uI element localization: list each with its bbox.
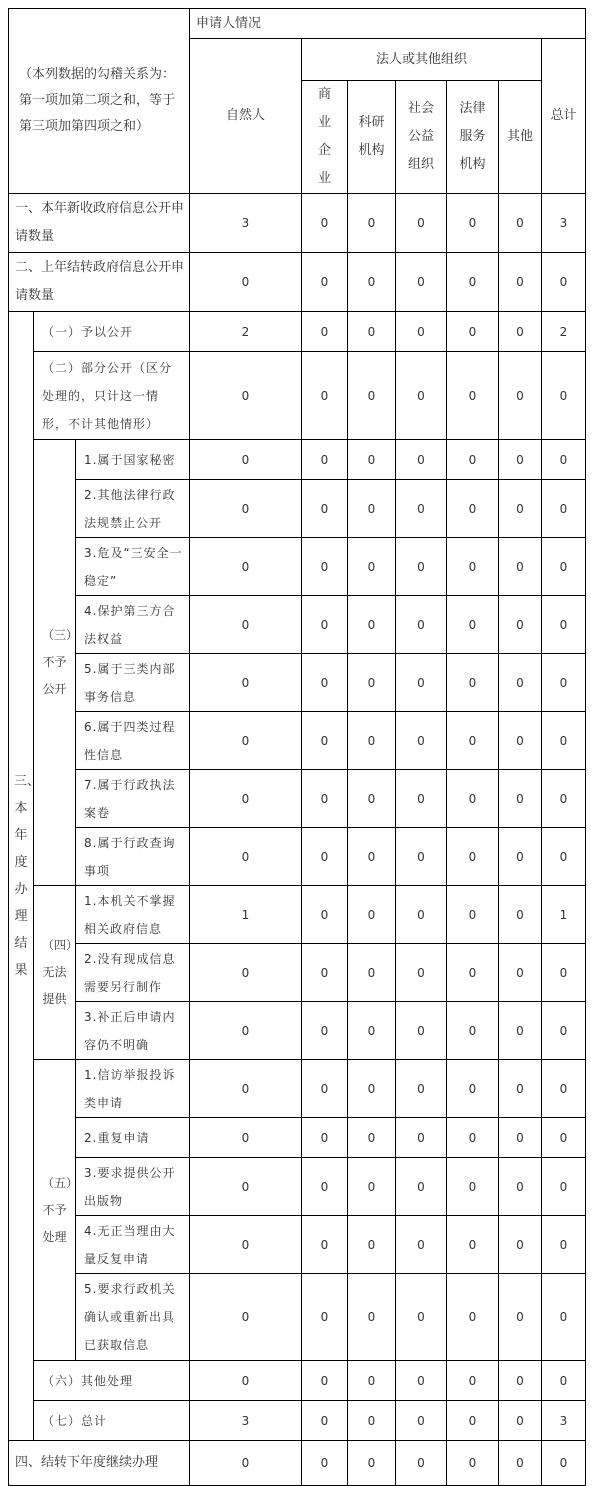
value-cell: 0 [302,654,348,712]
row-label: 6.属于四类过程性信息 [76,712,190,770]
value-cell: 0 [542,253,586,312]
value-cell: 0 [302,1158,348,1216]
value-cell: 0 [348,352,396,440]
value-cell: 0 [190,1002,302,1060]
value-cell: 0 [447,1002,499,1060]
table-row [9,1118,586,1158]
table-row [9,1441,586,1486]
value-cell: 0 [499,194,542,253]
value-cell: 0 [190,712,302,770]
value-cell: 0 [542,596,586,654]
value-cell: 0 [396,1060,447,1118]
value-cell: 0 [396,440,447,480]
value-cell: 0 [447,352,499,440]
value-cell: 0 [499,1274,542,1361]
value-cell: 0 [302,1060,348,1118]
row-label: 2.其他法律行政法规禁止公开 [76,480,190,538]
row-label: 1.本机关不掌握相关政府信息 [76,886,190,944]
row-label: （二）部分公开（区分处理的，只计这一情形，不计其他情形） [34,352,190,440]
header-legal-group: 法人或其他组织 [302,39,542,81]
section-not-public: （三）不予公开 [34,440,76,886]
table-row [9,654,586,712]
value-cell: 0 [447,944,499,1002]
row-label: 一、本年新收政府信息公开申请数量 [9,194,190,253]
value-cell: 0 [302,1274,348,1361]
value-cell: 0 [542,1274,586,1361]
value-cell: 0 [396,1002,447,1060]
table-row [9,253,586,312]
value-cell: 0 [348,886,396,944]
value-cell: 3 [190,1401,302,1441]
table-row [9,1274,586,1361]
value-cell: 0 [447,194,499,253]
value-cell: 0 [499,253,542,312]
value-cell: 0 [348,1441,396,1486]
value-cell: 0 [348,194,396,253]
value-cell: 0 [302,886,348,944]
table-row [9,1158,586,1216]
row-label: （一）予以公开 [34,312,190,352]
value-cell: 0 [396,1158,447,1216]
value-cell: 0 [302,194,348,253]
value-cell: 0 [447,1274,499,1361]
value-cell: 0 [190,944,302,1002]
value-cell: 0 [348,1216,396,1274]
value-cell: 0 [348,1401,396,1441]
value-cell: 0 [348,712,396,770]
value-cell: 0 [348,538,396,596]
table-row [9,944,586,1002]
value-cell: 0 [447,712,499,770]
value-cell: 0 [190,1216,302,1274]
value-cell: 0 [302,253,348,312]
section-not-handled: （五）不予处理 [34,1060,76,1361]
value-cell: 0 [190,538,302,596]
value-cell: 0 [190,1118,302,1158]
value-cell: 0 [302,312,348,352]
value-cell: 0 [499,944,542,1002]
value-cell: 0 [499,1060,542,1118]
value-cell: 0 [396,480,447,538]
row-label: 四、结转下年度继续办理 [9,1441,190,1486]
table-row [9,538,586,596]
value-cell: 0 [447,1361,499,1401]
header-org-type: 商业企业 [302,81,348,194]
value-cell: 0 [190,1274,302,1361]
section-cannot-provide: （四）无法提供 [34,886,76,1060]
value-cell: 0 [348,1060,396,1118]
value-cell: 0 [499,312,542,352]
value-cell: 0 [499,828,542,886]
value-cell: 0 [542,770,586,828]
header-natural-person: 自然人 [190,39,302,194]
value-cell: 0 [396,312,447,352]
value-cell: 0 [542,1002,586,1060]
value-cell: 0 [302,1401,348,1441]
value-cell: 0 [190,1060,302,1118]
value-cell: 0 [542,538,586,596]
value-cell: 0 [499,1401,542,1441]
row-label: 7.属于行政执法案卷 [76,770,190,828]
value-cell: 0 [447,440,499,480]
table-row [9,1361,586,1401]
row-label: 1.属于国家秘密 [76,440,190,480]
value-cell: 0 [499,538,542,596]
table-row [9,828,586,886]
value-cell: 0 [542,944,586,1002]
value-cell: 0 [190,480,302,538]
value-cell: 0 [302,440,348,480]
value-cell: 0 [302,944,348,1002]
row-label: 3.危及“三安全一稳定” [76,538,190,596]
row-label: （七）总计 [34,1401,190,1441]
value-cell: 0 [190,440,302,480]
row-label: 二、上年结转政府信息公开申请数量 [9,253,190,312]
value-cell: 0 [542,1216,586,1274]
value-cell: 0 [348,596,396,654]
value-cell: 0 [302,480,348,538]
row-label: 1.信访举报投诉类申请 [76,1060,190,1118]
value-cell: 0 [348,1158,396,1216]
value-cell: 0 [302,1441,348,1486]
value-cell: 0 [499,1441,542,1486]
value-cell: 2 [190,312,302,352]
header-org-type: 其他 [499,81,542,194]
value-cell: 0 [542,352,586,440]
value-cell: 2 [542,312,586,352]
value-cell: 0 [542,654,586,712]
value-cell: 0 [348,440,396,480]
value-cell: 0 [447,1441,499,1486]
table-row [9,1401,586,1441]
value-cell: 0 [499,1002,542,1060]
value-cell: 0 [499,770,542,828]
value-cell: 0 [190,1361,302,1401]
row-label: 4.保护第三方合法权益 [76,596,190,654]
value-cell: 0 [396,1361,447,1401]
value-cell: 0 [499,480,542,538]
value-cell: 0 [447,312,499,352]
table-row [9,480,586,538]
table-row [9,886,586,944]
value-cell: 0 [190,352,302,440]
header-note: （本列数据的勾稽关系为：第一项加第二项之和，等于第三项加第四项之和） [9,9,190,194]
value-cell: 0 [447,596,499,654]
value-cell: 0 [447,538,499,596]
table-row [9,1060,586,1118]
value-cell: 0 [348,770,396,828]
table-row [9,712,586,770]
value-cell: 0 [499,712,542,770]
value-cell: 0 [447,1401,499,1441]
value-cell: 0 [542,1118,586,1158]
value-cell: 0 [499,596,542,654]
value-cell: 0 [499,886,542,944]
value-cell: 0 [348,312,396,352]
value-cell: 0 [396,352,447,440]
value-cell: 0 [542,1361,586,1401]
value-cell: 0 [348,253,396,312]
value-cell: 1 [190,886,302,944]
value-cell: 0 [396,596,447,654]
value-cell: 0 [348,1002,396,1060]
value-cell: 0 [396,194,447,253]
value-cell: 0 [302,712,348,770]
value-cell: 3 [190,194,302,253]
row-label: 3.补正后申请内容仍不明确 [76,1002,190,1060]
value-cell: 0 [447,1060,499,1118]
value-cell: 0 [302,596,348,654]
value-cell: 0 [499,352,542,440]
header-org-type: 法律服务机构 [447,81,499,194]
value-cell: 0 [542,1441,586,1486]
value-cell: 0 [499,1361,542,1401]
value-cell: 0 [302,538,348,596]
header-row-1 [9,9,586,39]
row-label: 5.要求行政机关确认或重新出具已获取信息 [76,1274,190,1361]
value-cell: 0 [542,440,586,480]
value-cell: 0 [396,828,447,886]
value-cell: 0 [302,1216,348,1274]
row-label: 4.无正当理由大量反复申请 [76,1216,190,1274]
table-row [9,596,586,654]
table-row [9,1216,586,1274]
value-cell: 0 [447,1158,499,1216]
value-cell: 0 [302,770,348,828]
value-cell: 0 [447,253,499,312]
table-row [9,312,586,352]
row-label: （六）其他处理 [34,1361,190,1401]
value-cell: 0 [447,770,499,828]
value-cell: 0 [396,944,447,1002]
row-label: 5.属于三类内部事务信息 [76,654,190,712]
value-cell: 0 [348,1274,396,1361]
value-cell: 0 [348,828,396,886]
value-cell: 0 [499,1118,542,1158]
value-cell: 0 [499,440,542,480]
value-cell: 0 [396,253,447,312]
value-cell: 0 [348,654,396,712]
row-label: 3.要求提供公开出版物 [76,1158,190,1216]
value-cell: 0 [190,770,302,828]
table-row [9,1002,586,1060]
value-cell: 0 [190,828,302,886]
value-cell: 0 [396,1216,447,1274]
value-cell: 0 [302,828,348,886]
section-result: 三、本年度办理结果 [9,312,34,1441]
value-cell: 0 [396,770,447,828]
value-cell: 0 [302,352,348,440]
value-cell: 0 [190,1158,302,1216]
value-cell: 0 [396,1118,447,1158]
value-cell: 1 [542,886,586,944]
value-cell: 0 [447,1118,499,1158]
value-cell: 3 [542,194,586,253]
value-cell: 0 [396,1401,447,1441]
value-cell: 0 [302,1118,348,1158]
header-total: 总计 [542,39,586,194]
value-cell: 0 [396,1274,447,1361]
value-cell: 0 [542,1060,586,1118]
value-cell: 0 [499,1158,542,1216]
header-applicant: 申请人情况 [190,9,586,39]
value-cell: 0 [396,886,447,944]
value-cell: 0 [542,1158,586,1216]
value-cell: 0 [190,1441,302,1486]
table-row [9,194,586,253]
value-cell: 0 [447,1216,499,1274]
value-cell: 0 [396,712,447,770]
value-cell: 0 [499,654,542,712]
row-label: 2.重复申请 [76,1118,190,1158]
value-cell: 0 [396,1441,447,1486]
value-cell: 0 [499,1216,542,1274]
value-cell: 0 [542,828,586,886]
value-cell: 0 [542,712,586,770]
row-label: 2.没有现成信息需要另行制作 [76,944,190,1002]
row-label: 8.属于行政查询事项 [76,828,190,886]
value-cell: 0 [302,1361,348,1401]
value-cell: 0 [447,828,499,886]
value-cell: 0 [542,480,586,538]
value-cell: 0 [396,654,447,712]
value-cell: 0 [447,654,499,712]
value-cell: 0 [396,538,447,596]
value-cell: 0 [348,944,396,1002]
value-cell: 0 [447,886,499,944]
value-cell: 0 [447,480,499,538]
value-cell: 0 [190,654,302,712]
value-cell: 3 [542,1401,586,1441]
value-cell: 0 [348,480,396,538]
disclosure-statistics-table [8,8,586,1486]
value-cell: 0 [348,1361,396,1401]
value-cell: 0 [348,1118,396,1158]
value-cell: 0 [190,253,302,312]
table-row [9,440,586,480]
table-row [9,770,586,828]
table-row [9,352,586,440]
header-org-type: 社会公益组织 [396,81,447,194]
value-cell: 0 [302,1002,348,1060]
header-org-type: 科研机构 [348,81,396,194]
value-cell: 0 [190,596,302,654]
